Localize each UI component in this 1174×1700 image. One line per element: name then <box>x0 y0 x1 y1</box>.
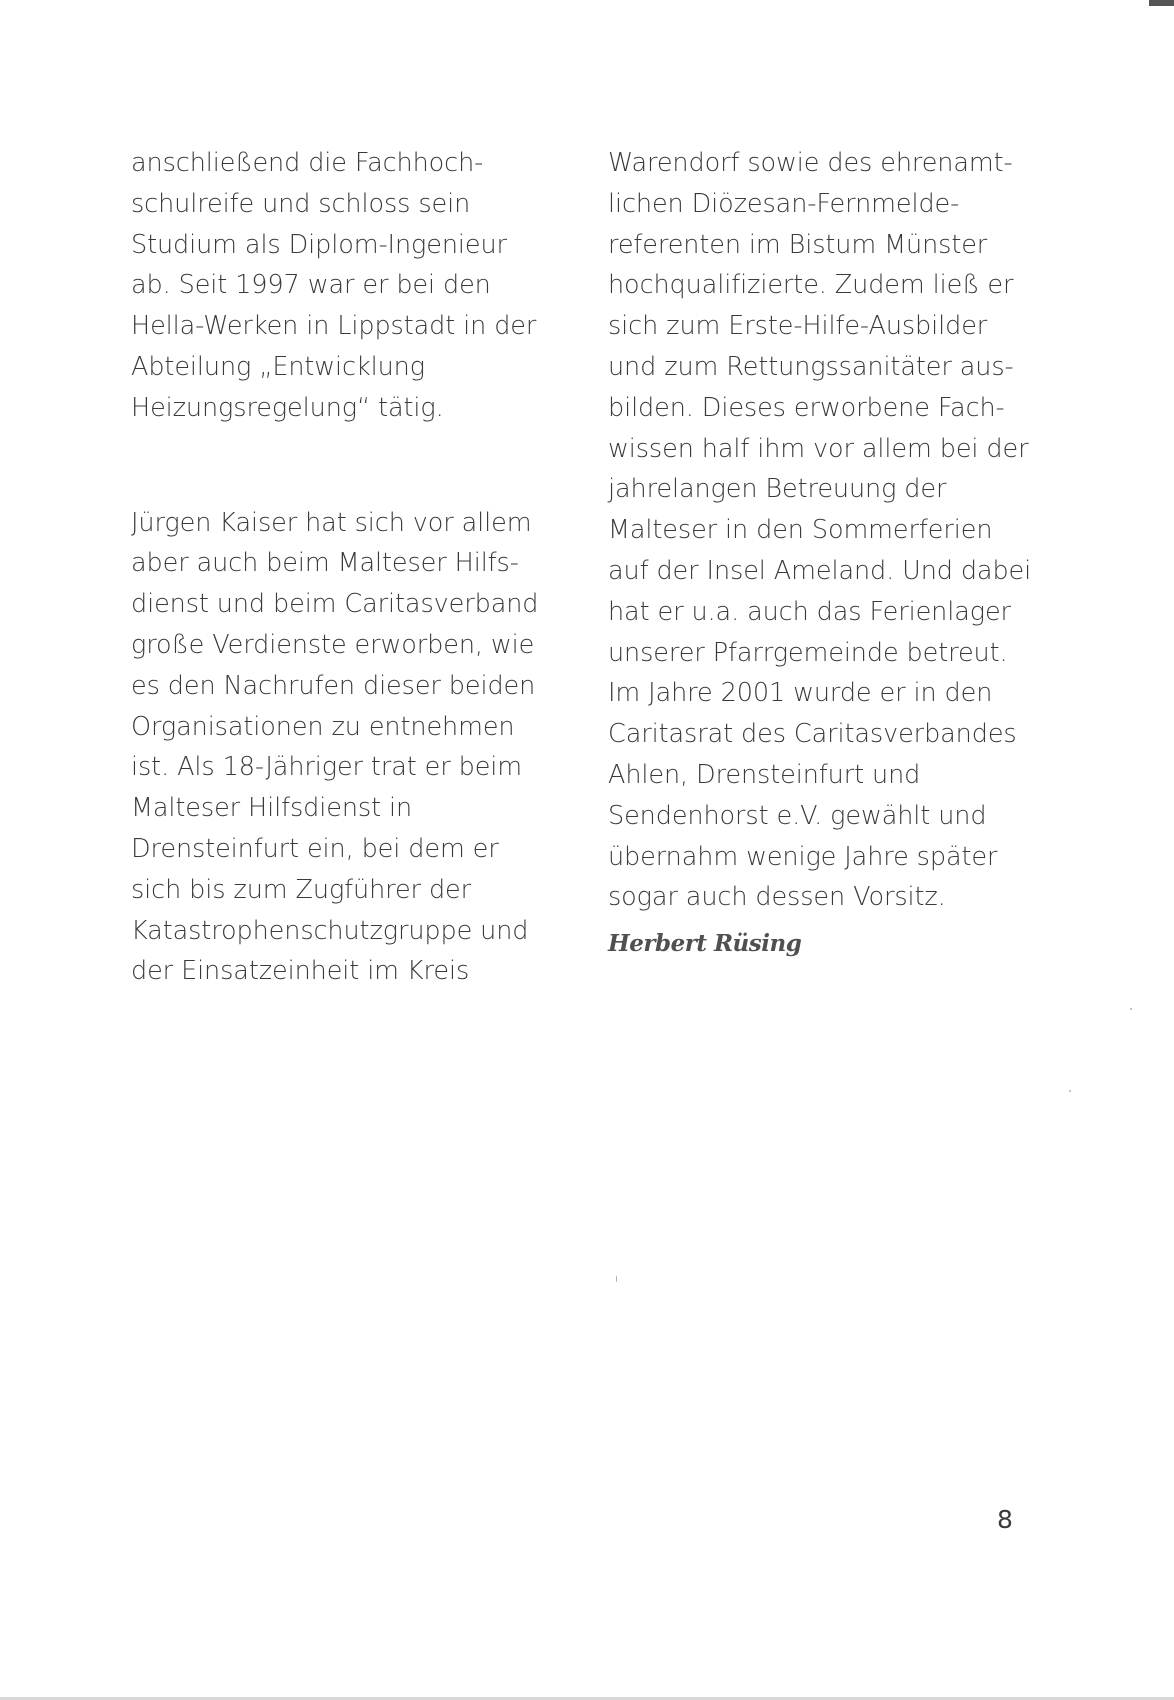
text-line: Malteser in den Sommerferien <box>608 515 993 546</box>
text-line: sich zum Erste-Hilfe-Ausbilder <box>608 311 988 342</box>
text-line: schulreife und schloss sein <box>131 188 471 219</box>
scan-speck <box>1130 1008 1132 1010</box>
text-line: referenten im Bistum Münster <box>608 229 988 260</box>
text-line: Heizungsregelung“ tätig. <box>131 392 444 423</box>
text-line: Jürgen Kaiser hat sich vor allem <box>131 507 532 538</box>
text-line: Im Jahre 2001 wurde er in den <box>608 678 993 709</box>
scan-speck <box>616 1276 617 1282</box>
text-line: auf der Insel Ameland. Und dabei <box>608 555 1032 586</box>
text-line: aber auch beim Malteser Hilfs- <box>131 548 519 579</box>
text-line: Drensteinfurt ein, bei dem er <box>131 833 499 864</box>
text-line: Malteser Hilfsdienst in <box>131 793 413 824</box>
text-line: lichen Diözesan-Fernmelde- <box>608 188 960 219</box>
text-line: Hella-Werken in Lippstadt in der <box>131 311 537 342</box>
text-line: jahrelangen Betreuung der <box>608 474 947 505</box>
text-line: unserer Pfarrgemeinde betreut. <box>608 637 1008 668</box>
text-line: hat er u.a. auch das Ferienlager <box>608 596 1011 627</box>
text-line: anschließend die Fachhoch- <box>131 148 484 178</box>
left-column <box>131 143 551 992</box>
text-line: und zum Rettungssanitäter aus- <box>608 351 1014 382</box>
page-number: 8 <box>997 1505 1013 1534</box>
scan-corner-mark <box>1149 0 1174 6</box>
text-line: Studium als Diplom-Ingenieur <box>131 229 507 260</box>
text-line: Organisationen zu entnehmen <box>131 711 515 742</box>
author-signature: Herbert Rüsing <box>608 930 802 957</box>
text-line: sogar auch dessen Vorsitz. <box>608 882 946 913</box>
scan-speck <box>1069 1090 1071 1092</box>
text-line: Ahlen, Drensteinfurt und <box>608 759 921 790</box>
text-line: bilden. Dieses erworbene Fach- <box>608 392 1005 423</box>
text-line: große Verdienste erworben, wie <box>131 629 535 660</box>
text-line: Sendenhorst e.V. gewählt und <box>608 800 987 831</box>
text-line: wissen half ihm vor allem bei der <box>608 433 1029 464</box>
text-line: Warendorf sowie des ehrenamt- <box>608 148 1013 178</box>
left-paragraph-1 <box>131 143 551 429</box>
text-line: der Einsatzeinheit im Kreis <box>131 956 470 987</box>
text-line: übernahm wenige Jahre später <box>608 841 998 872</box>
paragraph-spacer <box>131 429 551 503</box>
text-line: Caritasrat des Caritasverbandes <box>608 719 1017 750</box>
text-line: hochqualifizierte. Zudem ließ er <box>608 270 1014 301</box>
text-line: sich bis zum Zugführer der <box>131 874 472 905</box>
text-line: Abteilung „Entwicklung <box>131 351 425 382</box>
right-column <box>608 143 1032 918</box>
text-line: dienst und beim Caritasverband <box>131 589 539 620</box>
text-line: ist. Als 18-Jähriger trat er beim <box>131 752 523 783</box>
right-paragraph-1 <box>608 143 1032 918</box>
text-line: es den Nachrufen dieser beiden <box>131 670 536 701</box>
left-paragraph-2 <box>131 503 551 993</box>
text-line: ab. Seit 1997 war er bei den <box>131 270 491 301</box>
text-line: Katastrophenschutzgruppe und <box>131 915 529 946</box>
